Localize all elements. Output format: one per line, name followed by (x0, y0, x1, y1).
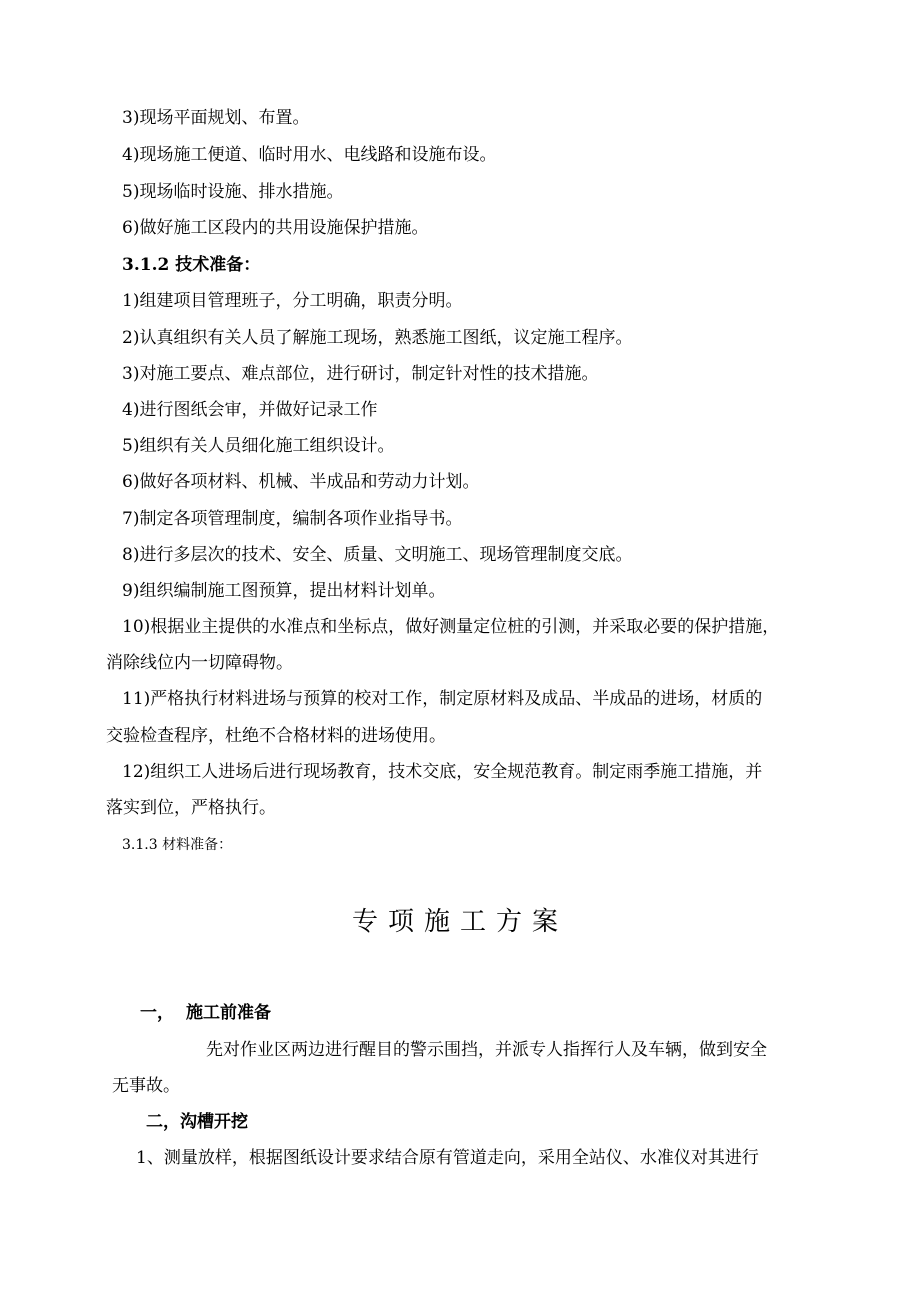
site-prep-item-5: 5)现场临时设施、排水措施。 (122, 182, 344, 202)
tech-item-9: 9)组织编制施工图预算，提出材料计划单。 (122, 581, 446, 601)
tech-item-5: 5)组织有关人员细化施工组织设计。 (122, 436, 395, 456)
section-1-body-line1: 先对作业区两边进行醒目的警示围挡，并派专人指挥行人及车辆，做到安全 (206, 1040, 767, 1060)
tech-item-11-line2: 交验检查程序，杜绝不合格材料的进场使用。 (106, 726, 446, 746)
material-prep-heading: 3.1.3 材料准备： (122, 837, 233, 853)
document-title: 专项施工方案 (351, 907, 568, 937)
site-prep-item-6: 6)做好施工区段内的共用设施保护措施。 (122, 218, 429, 238)
tech-item-12-line2: 落实到位，严格执行。 (106, 798, 276, 818)
tech-item-10-line2: 消除线位内一切障碍物。 (106, 653, 293, 673)
site-prep-item-4: 4)现场施工便道、临时用水、电线路和设施布设。 (122, 145, 497, 165)
section-1-title: 施工前准备 (186, 1003, 271, 1023)
section-2-body: 1、测量放样，根据图纸设计要求结合原有管道走向，采用全站仪、水准仪对其进行 (136, 1148, 759, 1168)
tech-item-4: 4)进行图纸会审，并做好记录工作 (122, 400, 378, 420)
tech-item-7: 7)制定各项管理制度，编制各项作业指导书。 (122, 509, 463, 529)
tech-item-6: 6)做好各项材料、机械、半成品和劳动力计划。 (122, 472, 480, 492)
section-1-body-line2: 无事故。 (112, 1076, 180, 1096)
tech-item-1: 1)组建项目管理班子，分工明确，职责分明。 (122, 291, 463, 311)
tech-item-3: 3)对施工要点、难点部位，进行研讨，制定针对性的技术措施。 (122, 364, 599, 384)
tech-item-12-line1: 12)组织工人进场后进行现场教育，技术交底，安全规范教育。制定雨季施工措施，并 (122, 762, 763, 782)
tech-prep-heading: 3.1.2 技术准备： (122, 255, 261, 275)
tech-item-10-line1: 10)根据业主提供的水准点和坐标点，做好测量定位桩的引测，并采取必要的保护措施， (122, 617, 780, 637)
tech-item-8: 8)进行多层次的技术、安全、质量、文明施工、现场管理制度交底。 (122, 545, 633, 565)
site-prep-item-3: 3)现场平面规划、布置。 (122, 108, 310, 128)
tech-item-2: 2)认真组织有关人员了解施工现场，熟悉施工图纸，议定施工程序。 (122, 328, 633, 348)
section-1-number: 一， (140, 1003, 174, 1023)
tech-item-11-line1: 11)严格执行材料进场与预算的校对工作，制定原材料及成品、半成品的进场，材质的 (122, 689, 763, 709)
section-2-heading: 二，沟槽开挖 (146, 1112, 248, 1132)
